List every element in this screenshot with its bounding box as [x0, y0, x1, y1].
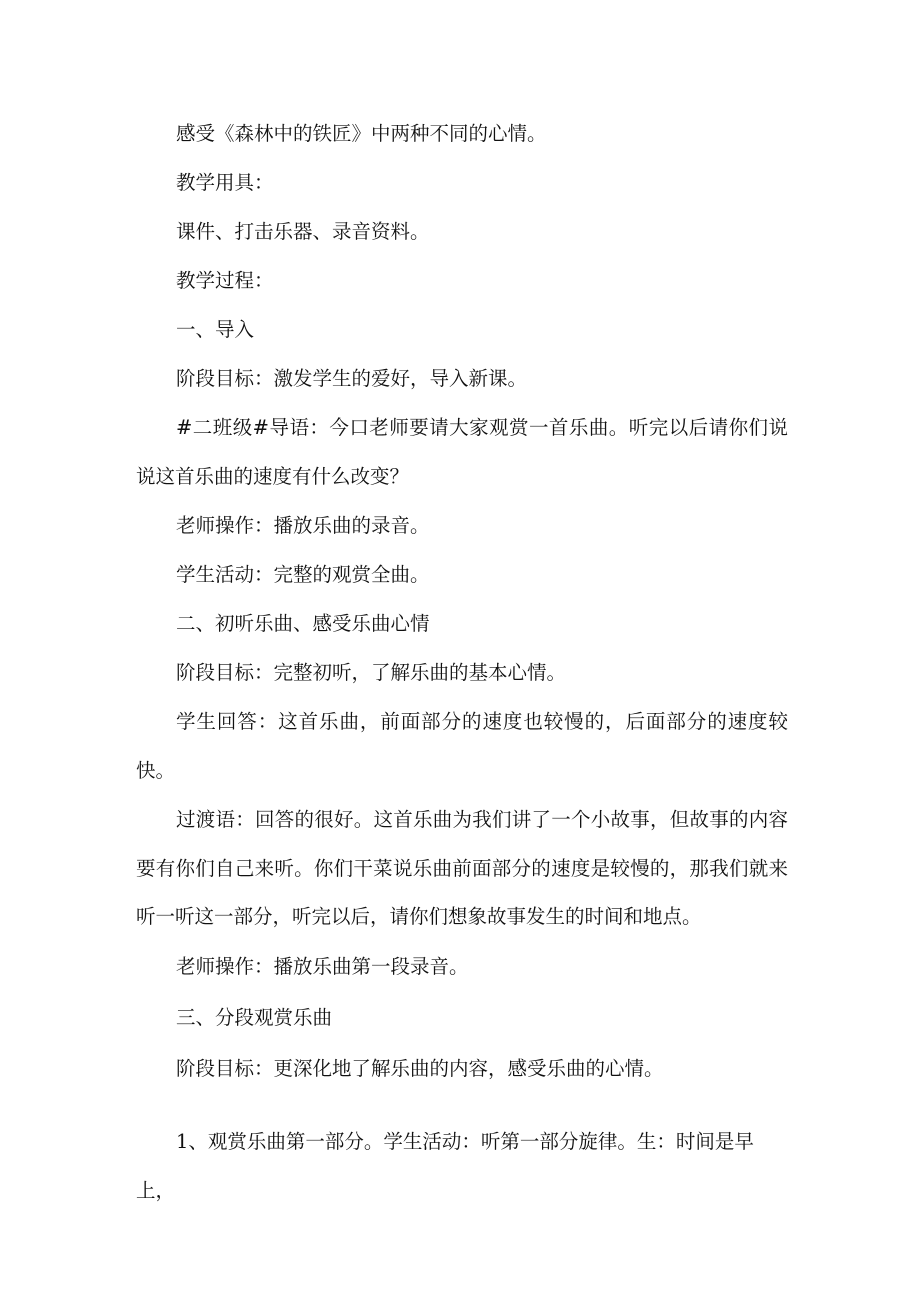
section-heading-first-listen: 二、初听乐曲、感受乐曲心情	[176, 612, 430, 635]
section-heading-intro: 一、导入	[176, 318, 255, 341]
paragraph-part-one: 1、观赏乐曲第一部分。学生活动：听第一部分旋律。生：时间是早上，	[136, 1130, 754, 1202]
paragraph-teacher-action-2: 老师操作：播放乐曲第一段录音。	[176, 955, 469, 978]
paragraph-student-activity-1: 学生活动：完整的观赏全曲。	[176, 563, 430, 586]
section-heading-segment-listen: 三、分段观赏乐曲	[176, 1006, 333, 1029]
paragraph-tools-list: 课件、打击乐器、录音资料。	[176, 220, 430, 243]
paragraph-stage-goal-3: 阶段目标：更深化地了解乐曲的内容，感受乐曲的心情。	[176, 1057, 664, 1080]
paragraph-intro-speech: #二班级#导语：今口老师要请大家观赏一首乐曲。听完以后请你们说说这首乐曲的速度有什么改变？	[136, 416, 788, 488]
paragraph-student-answer: 学生回答：这首乐曲，前面部分的速度也较慢的，后面部分的速度较快。	[136, 710, 788, 782]
paragraph-objective: 感受《森林中的铁匠》中两种不同的心情。	[176, 122, 547, 145]
heading-teaching-tools: 教学用具：	[176, 171, 274, 194]
paragraph-stage-goal-2: 阶段目标：完整初听，了解乐曲的基本心情。	[176, 661, 567, 684]
paragraph-teacher-action-1: 老师操作：播放乐曲的录音。	[176, 514, 430, 537]
paragraph-transition-speech: 过渡语：回答的很好。这首乐曲为我们讲了一个小故事，但故事的内容要有你们自己来听。你们干菜说乐曲前面部分的速度是较慢的，那我们就来听一听这一部分，听完以后，请你们想象故事发生的时间和地点。	[136, 808, 788, 928]
heading-teaching-process: 教学过程：	[176, 269, 274, 292]
paragraph-stage-goal-1: 阶段目标：激发学生的爱好，导入新课。	[176, 367, 528, 390]
